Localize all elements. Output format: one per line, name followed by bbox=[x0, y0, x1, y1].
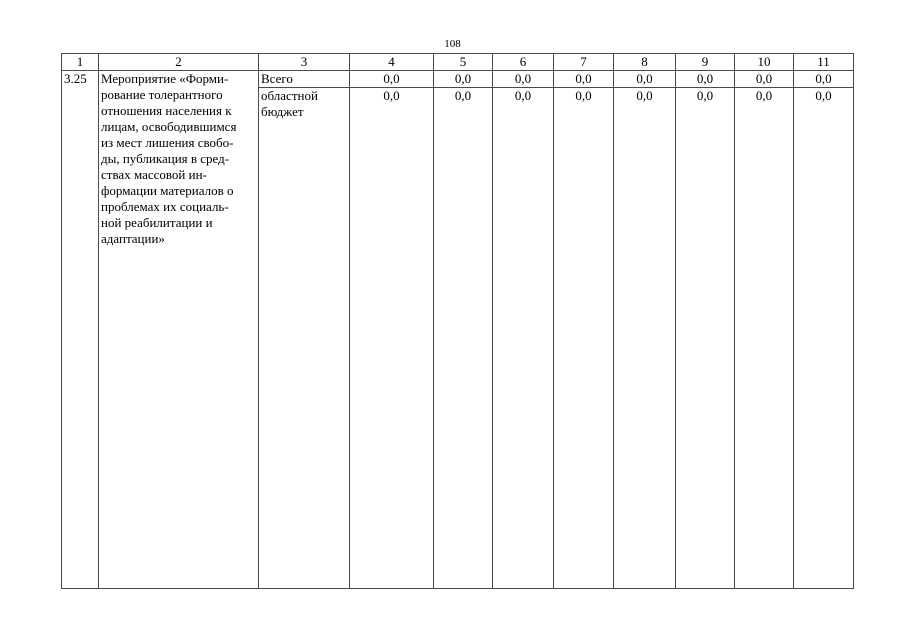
value-cell: 0,0 bbox=[493, 88, 554, 589]
column-header: 6 bbox=[493, 54, 554, 71]
column-header: 11 bbox=[794, 54, 854, 71]
funding-table bbox=[61, 53, 854, 589]
value-cell: 0,0 bbox=[794, 71, 854, 88]
activity-name-line: ствах массовой ин- bbox=[101, 167, 207, 182]
column-header: 10 bbox=[735, 54, 794, 71]
activity-name-line: рование толерантного bbox=[101, 87, 223, 102]
value-cell: 0,0 bbox=[735, 71, 794, 88]
activity-name-line: ной реабилитации и bbox=[101, 215, 213, 230]
value-cell: 0,0 bbox=[350, 71, 434, 88]
page-number: 108 bbox=[444, 38, 461, 50]
column-header: 1 bbox=[62, 54, 99, 71]
column-header: 3 bbox=[259, 54, 350, 71]
funding-source-line: бюджет bbox=[261, 104, 304, 119]
column-header: 2 bbox=[99, 54, 259, 71]
value-cell: 0,0 bbox=[554, 88, 614, 589]
column-header: 4 bbox=[350, 54, 434, 71]
value-cell: 0,0 bbox=[554, 71, 614, 88]
activity-name-line: лицам, освободившимся bbox=[101, 119, 237, 134]
activity-name bbox=[99, 71, 259, 589]
table-row-total bbox=[62, 71, 854, 88]
column-number-row bbox=[62, 54, 854, 71]
activity-name-line: проблемах их социаль- bbox=[101, 199, 229, 214]
column-header: 5 bbox=[434, 54, 493, 71]
funding-source-regional bbox=[259, 88, 350, 589]
value-cell: 0,0 bbox=[794, 88, 854, 589]
value-cell: 0,0 bbox=[493, 71, 554, 88]
value-cell: 0,0 bbox=[434, 71, 493, 88]
value-cell: 0,0 bbox=[350, 88, 434, 589]
value-cell: 0,0 bbox=[735, 88, 794, 589]
value-cell: 0,0 bbox=[614, 71, 676, 88]
value-cell: 0,0 bbox=[676, 88, 735, 589]
activity-name-line: Мероприятие «Форми- bbox=[101, 71, 229, 86]
value-cell: 0,0 bbox=[676, 71, 735, 88]
value-cell: 0,0 bbox=[614, 88, 676, 589]
activity-name-line: адаптации» bbox=[101, 231, 165, 246]
column-header: 9 bbox=[676, 54, 735, 71]
funding-source-line: областной bbox=[261, 88, 318, 103]
funding-source-total: Всего bbox=[259, 71, 350, 88]
value-cell: 0,0 bbox=[434, 88, 493, 589]
column-header: 8 bbox=[614, 54, 676, 71]
activity-name-line: формации материалов о bbox=[101, 183, 234, 198]
item-number: 3.25 bbox=[62, 71, 99, 589]
activity-name-line: из мест лишения свобо- bbox=[101, 135, 234, 150]
activity-name-line: ды, публикация в сред- bbox=[101, 151, 230, 166]
activity-name-line: отношения населения к bbox=[101, 103, 232, 118]
column-header: 7 bbox=[554, 54, 614, 71]
